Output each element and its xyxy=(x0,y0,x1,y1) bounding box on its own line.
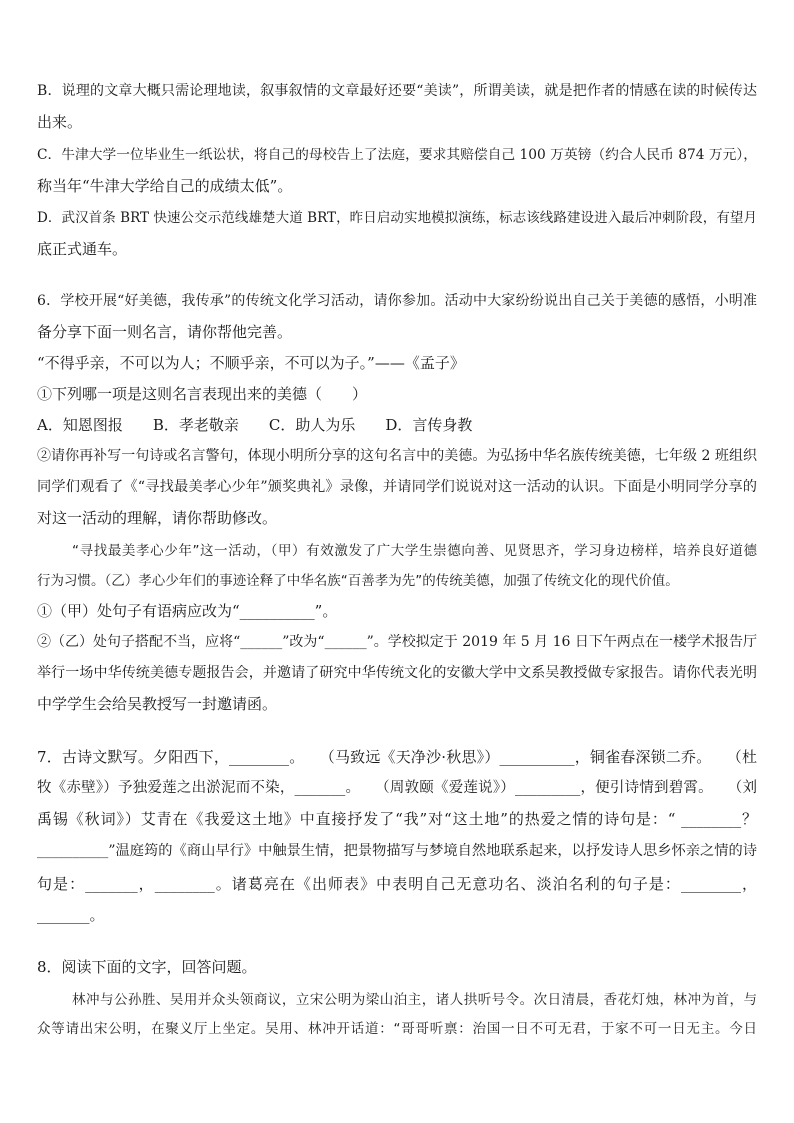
q6-passage-line1: “寻找最美孝心少年”这一活动，（甲）有效激发了广大学生崇德向善、见贤思齐，学习身边榜样，培养良好道德 xyxy=(72,543,757,559)
q7-line3: 禹锡《秋词》）艾青在《我爱这土地》中直接抒发了“我”对“这土地”的热爱之情的诗句是：“ ________？ xyxy=(37,810,757,828)
q8-passage-line2: 众等请出宋公明，在聚义厅上坐定。吴用、林冲开话道：“哥哥听禀：治国一日不可无君，于家不可一日无主。今日 xyxy=(37,1021,757,1037)
q6-intro-line2: 备分享下面一则名言，请你帮他完善。 xyxy=(37,323,293,341)
q6-fix-2-line3: 中学学生会给吴教授写一封邀请函。 xyxy=(37,695,278,713)
q6-fix-1: ①（甲）处句子有语病应改为“__________”。 xyxy=(37,602,338,620)
q6-passage-line2: 行为习惯。（乙）孝心少年们的事迹诠释了中华名族“百善孝为先”的传统美德，加强了传统文化的现代价值。 xyxy=(37,573,679,589)
q6-intro-line1: 6．学校开展“好美德，我传承”的传统文化学习活动，请你参加。活动中大家纷纷说出自己关于美德的感悟，小明准 xyxy=(37,293,757,309)
q6-sub-question-2-line3: 对这一活动的理解，请你帮助修改。 xyxy=(37,509,278,527)
q7-line6: _______。 xyxy=(37,906,105,924)
q7-line5: 句是：_______，________。诸葛亮在《出师表》中表明自己无意功名、淡泊名利的句子是：________， xyxy=(37,875,757,893)
q7-line4: __________”温庭筠的《商山早行》中触景生情，把景物描写与梦境自然地联系起来，以抒发诗人思乡怀亲之情的诗 xyxy=(37,843,757,859)
q7-line2: 牧《赤壁》）予独爱莲之出淤泥而不染，_______。 （周敦颐《爱莲说》）_________，便引诗情到碧霄。 （刘 xyxy=(37,780,757,796)
q6-sub-question-2-line2: 同学们观看了《“寻找最美孝心少年”颁奖典礼》录像，并请同学们说说对这一活动的认识。下面是小明同学分享的 xyxy=(37,479,757,495)
q5-option-d-line1: D．武汉首条 BRT 快速公交示范线雄楚大道 BRT，昨日启动实地模拟演练，标志该线路建设进入最后冲刺阶段，有望月 xyxy=(37,210,757,226)
q6-choice-options: A．知恩图报 B．孝老敬亲 C．助人为乐 D．言传身教 xyxy=(37,416,473,434)
q6-fix-2-line1: ②（乙）处句子搭配不当，应将“______”改为“______”。学校拟定于 2019 年 5 月 16 日下午两点在一楼学术报告厅 xyxy=(37,634,757,650)
q6-sub-question-2-line1: ②请你再补写一句诗或名言警句，体现小明所分享的这句名言中的美德。为弘扬中华名族传统美德，七年级 2 班组织 xyxy=(37,448,757,464)
q5-option-d-line2: 底正式通车。 xyxy=(37,240,128,258)
q8-passage-line1: 林冲与公孙胜、吴用并众头领商议，立宋公明为梁山泊主，诸人拱听号令。次日清晨，香花灯烛，林冲为首，与 xyxy=(72,992,757,1008)
q5-option-c-line1: C．牛津大学一位毕业生一纸讼状，将自己的母校告上了法庭，要求其赔偿自己 100 万英镑（约合人民币 874 万元）， xyxy=(37,147,757,163)
q6-sub-question-1: ①下列哪一项是这则名言表现出来的美德（ ） xyxy=(37,385,368,403)
q5-option-c-line2: 称当年“牛津大学给自己的成绩太低”。 xyxy=(37,177,293,195)
q7-line1: 7．古诗文默写。夕阳西下，________。 （马致远《天净沙·秋思》）__________，铜雀春深锁二乔。 （杜 xyxy=(37,748,757,766)
q5-option-b-line1: B．说理的文章大概只需论理地读，叙事叙情的文章最好还要“美读”，所谓美读，就是把作者的情感在读的时候传达 xyxy=(37,83,757,99)
q5-option-b-line2: 出来。 xyxy=(37,113,83,131)
q6-fix-2-line2: 举行一场中华传统美德专题报告会，并邀请了研究中华传统文化的安徽大学中文系吴教授做专家报告。请你代表光明 xyxy=(37,665,757,681)
q8-title: 8．阅读下面的文字，回答问题。 xyxy=(37,958,257,976)
q6-quote: “不得乎亲，不可以为人；不顺乎亲，不可以为子。”——《孟子》 xyxy=(37,354,465,372)
